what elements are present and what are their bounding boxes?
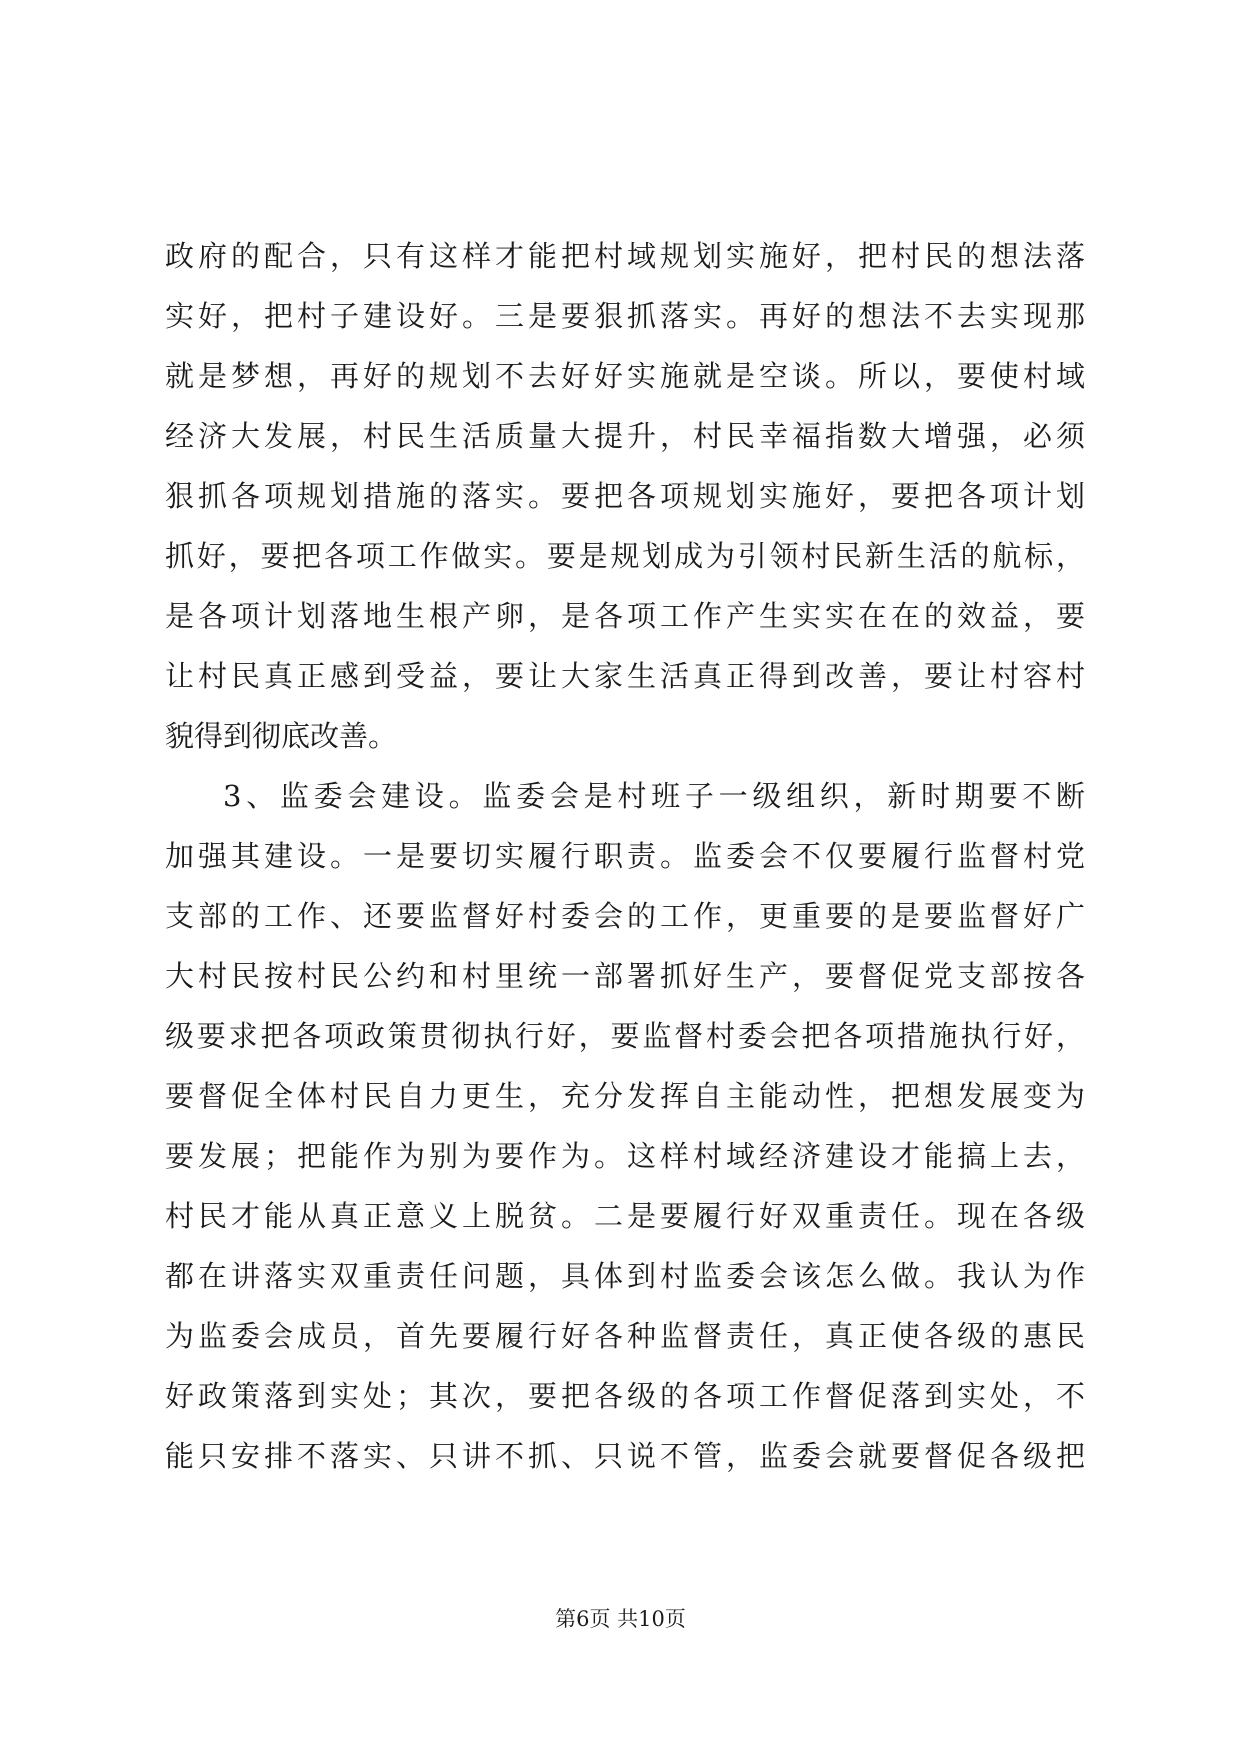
text-line: 要督促全体村民自力更生，充分发挥自主能动性，把想发展变为 bbox=[165, 1079, 1085, 1113]
text-line: 能只安排不落实、只讲不抓、只说不管，监委会就要督促各级把 bbox=[165, 1439, 1085, 1473]
text-line: 实好，把村子建设好。三是要狠抓落实。再好的想法不去实现那 bbox=[165, 299, 1085, 333]
text-line: 好政策落到实处；其次，要把各级的各项工作督促落到实处，不 bbox=[165, 1379, 1085, 1413]
page-number-footer: 第6页 共10页 bbox=[555, 1607, 686, 1631]
document-body bbox=[165, 226, 1085, 1486]
text-line: 村民才能从真正意义上脱贫。二是要履行好双重责任。现在各级 bbox=[165, 1199, 1085, 1233]
text-line: 就是梦想，再好的规划不去好好实施就是空谈。所以，要使村域 bbox=[165, 359, 1085, 393]
text-line: 3、监委会建设。监委会是村班子一级组织，新时期要不断 bbox=[223, 779, 1085, 813]
text-line: 是各项计划落地生根产卵，是各项工作产生实实在在的效益，要 bbox=[165, 599, 1085, 633]
text-line: 经济大发展，村民生活质量大提升，村民幸福指数大增强，必须 bbox=[165, 419, 1085, 453]
text-line: 狠抓各项规划措施的落实。要把各项规划实施好，要把各项计划 bbox=[165, 479, 1085, 513]
text-line: 政府的配合，只有这样才能把村域规划实施好，把村民的想法落 bbox=[165, 239, 1085, 273]
text-line: 级要求把各项政策贯彻执行好，要监督村委会把各项措施执行好， bbox=[165, 1019, 1085, 1053]
text-line: 加强其建设。一是要切实履行职责。监委会不仅要履行监督村党 bbox=[165, 839, 1085, 873]
text-line: 为监委会成员，首先要履行好各种监督责任，真正使各级的惠民 bbox=[165, 1319, 1085, 1353]
text-line: 让村民真正感到受益，要让大家生活真正得到改善，要让村容村 bbox=[165, 659, 1085, 693]
text-line: 大村民按村民公约和村里统一部署抓好生产，要督促党支部按各 bbox=[165, 959, 1085, 993]
text-line: 支部的工作、还要监督好村委会的工作，更重要的是要监督好广 bbox=[165, 899, 1085, 933]
text-line: 都在讲落实双重责任问题，具体到村监委会该怎么做。我认为作 bbox=[165, 1259, 1085, 1293]
text-line: 要发展；把能作为别为要作为。这样村域经济建设才能搞上去， bbox=[165, 1139, 1085, 1173]
text-line: 抓好，要把各项工作做实。要是规划成为引领村民新生活的航标， bbox=[165, 539, 1085, 573]
text-line: 貌得到彻底改善。 bbox=[165, 719, 398, 753]
